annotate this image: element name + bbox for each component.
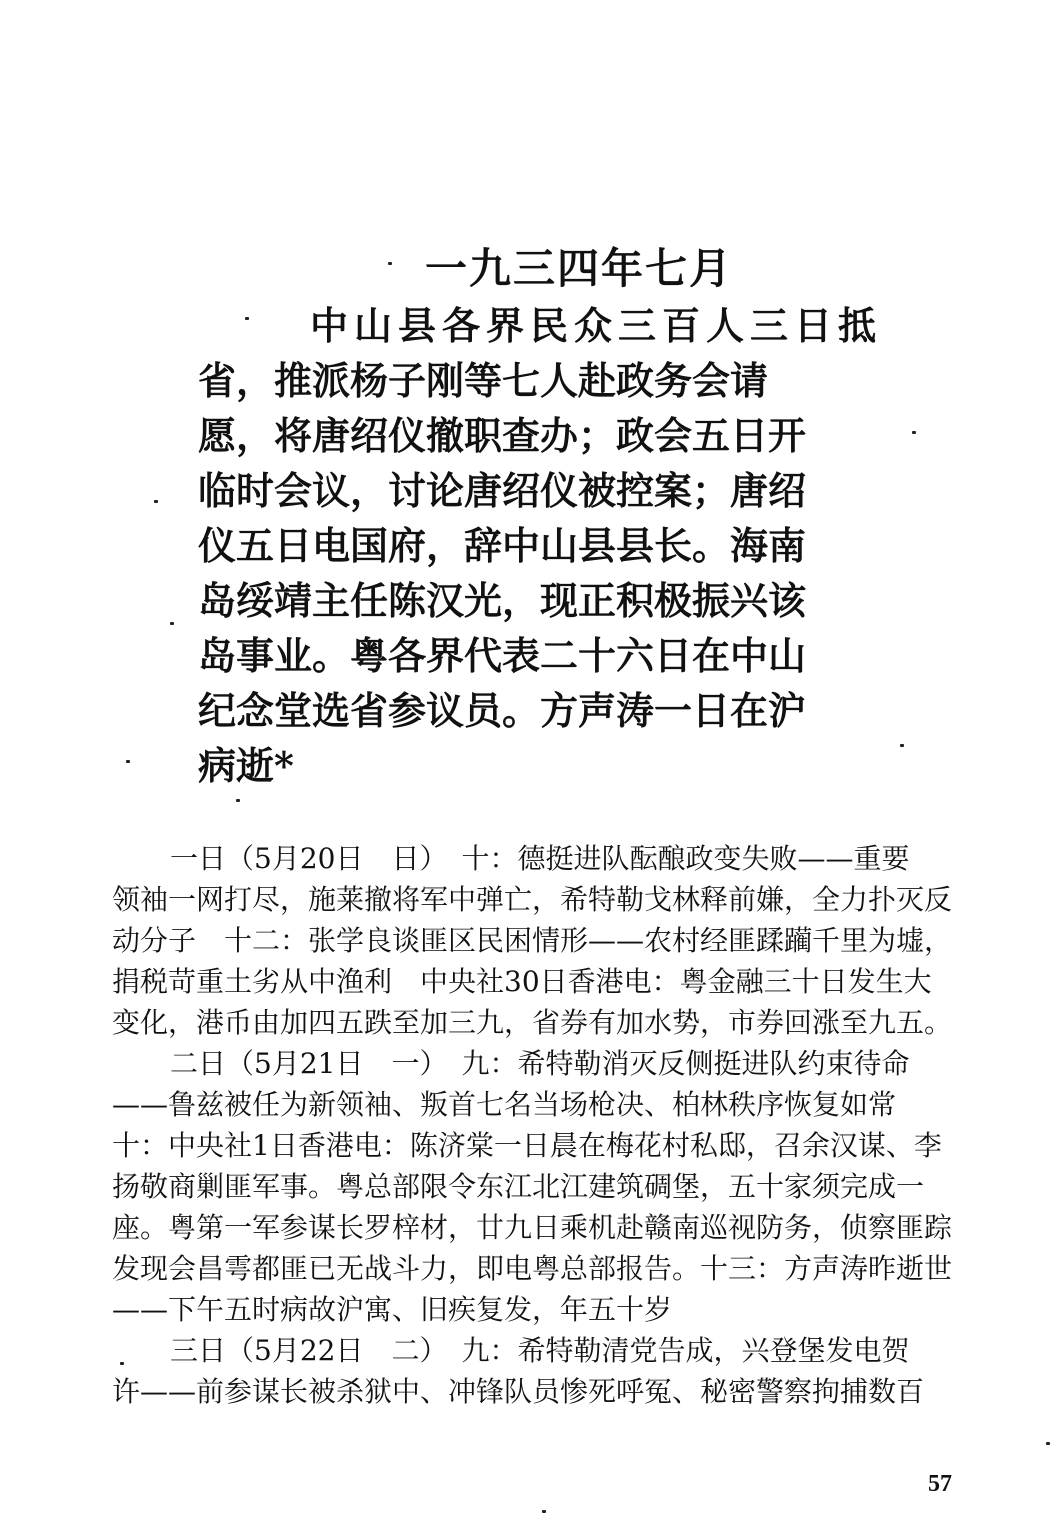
scan-speck [170, 622, 174, 625]
scan-speck [542, 1510, 546, 1513]
scan-speck [120, 1362, 124, 1365]
intro-line: 仪五日电国府，辞中山县县长。海南 [198, 523, 807, 568]
page-number: 57 [928, 1471, 952, 1497]
scan-speck [900, 744, 904, 747]
diary-line: 座。粤第一军参谋长罗梓材，廿九日乘机赴赣南巡视防务，侦察匪踪 [112, 1211, 953, 1244]
intro-line: 岛事业。粤各界代表二十六日在中山 [198, 633, 807, 678]
section-heading: 一九三四年七月 [425, 244, 734, 293]
intro-line: 纪念堂选省参议员。方声涛一日在沪 [198, 688, 807, 733]
diary-line: 变化，港币由加四五跌至加三九，省券有加水势，市券回涨至九五。 [112, 1006, 953, 1039]
diary-line: 领袖一网打尽，施莱撤将军中弹亡，希特勒戈林释前嫌，全力扑灭反 [112, 883, 953, 916]
scan-speck [126, 760, 130, 763]
intro-paragraph [198, 298, 910, 793]
diary-line: 动分子 十二：张学良谈匪区民困情形——农村经匪蹂躏千里为墟， [112, 924, 953, 957]
intro-line: 中山县各界民众三百人三日抵 [310, 303, 883, 348]
intro-line: 愿，将唐绍仪撤职查办；政会五日开 [198, 413, 807, 458]
scan-speck [154, 500, 158, 503]
intro-line: 临时会议，讨论唐绍仪被控案；唐绍 [198, 468, 807, 513]
diary-line: ——鲁兹被任为新领袖、叛首七名当场枪决、柏林秩序恢复如常 [112, 1088, 897, 1121]
diary-line: 许——前参谋长被杀狱中、冲锋队员惨死呼冤、秘密警察拘捕数百 [112, 1375, 925, 1408]
diary-line: 十：中央社1日香港电：陈济棠一日晨在梅花村私邸，召余汉谋、李 [112, 1129, 942, 1162]
diary-line: 一日（5月20日 日） 十：德挺进队酝酿政变失败——重要 [170, 842, 910, 875]
intro-line: 省，推派杨子刚等七人赴政务会请 [198, 358, 769, 403]
diary-line: 三日（5月22日 二） 九：希特勒清党告成，兴登堡发电贺 [170, 1334, 910, 1367]
scan-speck [1046, 1442, 1050, 1445]
scan-speck [236, 799, 240, 802]
diary-line: ——下午五时病故沪寓、旧疾复发，年五十岁 [112, 1293, 673, 1326]
diary-entries [112, 838, 992, 1412]
scan-speck [912, 431, 916, 434]
diary-line: 捐税苛重土劣从中渔利 中央社30日香港电：粤金融三十日发生大 [112, 965, 932, 998]
intro-line: 病逝* [198, 743, 294, 788]
diary-line: 二日（5月21日 一） 九：希特勒消灭反侧挺进队约束待命 [170, 1047, 910, 1080]
diary-line: 发现会昌雩都匪已无战斗力，即电粤总部报告。十三：方声涛昨逝世 [112, 1252, 953, 1285]
scan-speck [245, 317, 249, 320]
scan-speck [388, 262, 392, 265]
intro-line: 岛绥靖主任陈汉光，现正积极振兴该 [198, 578, 807, 623]
diary-line: 扬敬商剿匪军事。粤总部限令东江北江建筑碉堡，五十家须完成一 [112, 1170, 925, 1203]
